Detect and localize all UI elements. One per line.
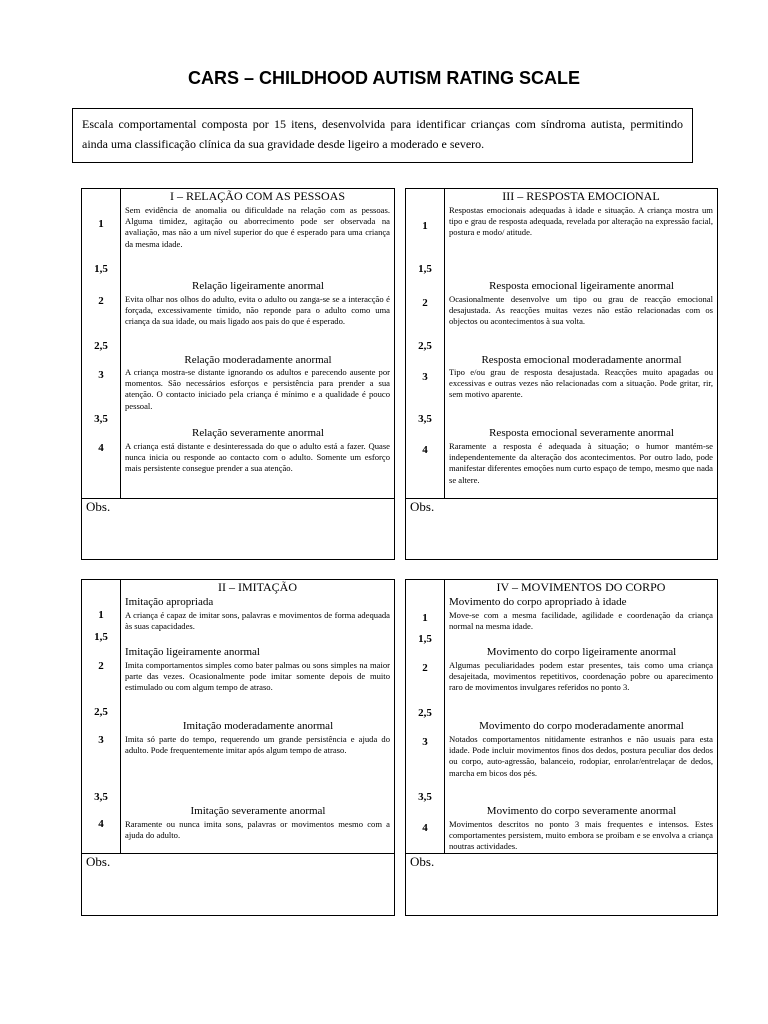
obs-label: Obs. [410, 499, 435, 514]
level-label: Imitação severamente anormal [190, 805, 326, 817]
score-2: 2 [422, 297, 428, 309]
obs-label: Obs. [410, 854, 435, 869]
page-title: CARS – CHILDHOOD AUTISM RATING SCALE [187, 68, 580, 88]
score-1: 1 [422, 612, 428, 624]
score-2: 2 [422, 662, 428, 674]
score-3: 3 [422, 736, 428, 748]
level-label: Relação moderadamente anormal [184, 354, 332, 366]
score-3-5: 3,5 [418, 413, 432, 425]
level-label: Imitação ligeiramente anormal [125, 646, 260, 658]
level-text: Imita comportamentos simples como bater palmas ou sons simples na maior parte das vezes. Ocasionalmente pode imitar somente depois de muito estimulado ou com algum tempo de atraso. [125, 660, 390, 693]
level-label: Imitação apropriada [125, 596, 214, 608]
intro-box: Escala comportamental composta por 15 itens, desenvolvida para identificar crianças com síndroma autista, permitindo ainda uma classificação clínica da sua gravidade desde ligeiro a moderado e severo. [72, 108, 693, 163]
level-label: Relação ligeiramente anormal [192, 280, 324, 292]
section-relacao [81, 188, 395, 560]
score-3-5: 3,5 [94, 413, 108, 425]
section-movimentos-corpo [405, 579, 718, 916]
score-1: 1 [98, 609, 104, 621]
level-label: Resposta emocional moderadamente anormal [481, 354, 682, 366]
level-label: Resposta emocional severamente anormal [489, 427, 674, 439]
score-1: 1 [98, 218, 104, 230]
obs-label: Obs. [86, 499, 111, 514]
section-heading: III – RESPOSTA EMOCIONAL [502, 189, 660, 203]
score-3-5: 3,5 [94, 791, 108, 803]
level-label: Resposta emocional ligeiramente anormal [489, 280, 674, 292]
score-4: 4 [98, 818, 104, 830]
score-3-5: 3,5 [418, 791, 432, 803]
level-text: Raramente a resposta é adequada à situação; o humor mantém-se independentemente da alteração dos acontecimentos. Por outro lado, pode manifestar diferentes emoções num curto espaço de tempo, mesmo que nada se altere. [449, 441, 713, 485]
score-2-5: 2,5 [94, 706, 108, 718]
score-1-5: 1,5 [94, 263, 108, 275]
score-1: 1 [422, 220, 428, 232]
score-2: 2 [98, 295, 104, 307]
score-1-5: 1,5 [418, 263, 432, 275]
obs-label: Obs. [86, 854, 111, 869]
level-text: Tipo e/ou grau de resposta desajustada. Reacções muito apagadas ou excessivas e outras vezes não relacionadas com a situação. Pode gritar, rir, sem motivo aparente. [449, 367, 713, 400]
level-text: Imita só parte do tempo, requerendo um grande persistência e ajuda do adulto. Pode frequentemente imitar após algum tempo de atraso. [125, 734, 390, 756]
level-text: Sem evidência de anomalia ou dificuldade na relação com as pessoas. Alguma timidez, agitação ou aborrecimento pode ser observada na avaliação, mas não a um nível superior do que é esperado para uma criança da mesma idade. [125, 205, 390, 249]
score-4: 4 [422, 444, 428, 456]
score-2-5: 2,5 [94, 340, 108, 352]
level-text: Move-se com a mesma facilidade, agilidade e coordenação da criança normal na mesma idade. [449, 610, 713, 632]
score-3: 3 [422, 371, 428, 383]
level-text: A criança está distante e desinteressada do que o adulto está a fazer. Quase nunca inicia ou responde ao contacto com o adulto. Somente um esforço mais persistente consegue prender a sua atenção. [125, 441, 390, 474]
level-label: Relação severamente anormal [192, 427, 324, 439]
score-3: 3 [98, 734, 104, 746]
level-label: Movimento do corpo moderadamente anormal [479, 720, 684, 732]
level-text: Algumas peculiaridades podem estar presentes, tais como uma criança desajeitada, movimentos repetitivos, coordenação pobre ou aparecimento raro de movimentos invulgares referidos no ponto 3. [449, 660, 713, 693]
score-1-5: 1,5 [418, 633, 432, 645]
level-text: Movimentos descritos no ponto 3 mais frequentes e intensos. Estes comportamentes persistem, muito embora se proibam e se envolva a criança noutras actividades. [449, 819, 713, 852]
level-text: Ocasionalmente desenvolve um tipo ou grau de reacção emocional desajustada. As reacções muitas vezes não estão relacionadas com os objectos ou acontecimentos à sua volta. [449, 294, 713, 327]
level-text: A criança mostra-se distante ignorando os adultos e parecendo ausente por momentos. São necessários esforços e persistência para prender a sua atenção. O contacto iniciado pela criança é mínimo e a qualidade é pouco pessoal. [125, 367, 390, 411]
score-4: 4 [422, 822, 428, 834]
score-2-5: 2,5 [418, 707, 432, 719]
level-label: Movimento do corpo ligeiramente anormal [486, 646, 677, 658]
score-1-5: 1,5 [94, 631, 108, 643]
score-3: 3 [98, 369, 104, 381]
section-heading: I – RELAÇÃO COM AS PESSOAS [169, 189, 346, 203]
score-2: 2 [98, 660, 104, 672]
section-resposta-emocional [405, 188, 718, 560]
score-4: 4 [98, 442, 104, 454]
level-label: Imitação moderadamente anormal [182, 720, 334, 732]
level-text: Evita olhar nos olhos do adulto, evita o adulto ou zanga-se se a interacção é forçada, excessivamente tímido, não reponde para o adulto como uma criança da sua idade, ou mais ligado aos pais do que é esperado. [125, 294, 390, 327]
level-label: Movimento do corpo severamente anormal [486, 805, 677, 817]
section-imitacao [81, 579, 395, 916]
level-text: Notados comportamentos nitidamente estranhos e não usuais para esta idade. Pode incluir movimentos finos dos dedos, postura peculiar dos dedos ou corpo, auto-agressão, balanceio, rodopiar, enrolar/entrelaçar de dedos, marcha em bicos dos pés. [449, 734, 713, 778]
score-2-5: 2,5 [418, 340, 432, 352]
level-text: Respostas emocionais adequadas à idade e situação. A criança mostra um tipo e grau de resposta adequada, revelada por alteração na expressão facial, postura e modo/ atitude. [449, 205, 713, 238]
level-text: A criança é capaz de imitar sons, palavras e movimentos de forma adequada às suas capacidades. [125, 610, 390, 632]
section-heading: II – IMITAÇÃO [217, 580, 298, 594]
level-text: Raramente ou nunca imita sons, palavras or movimentos mesmo com a ajuda do adulto. [125, 819, 390, 841]
level-label: Movimento do corpo apropriado à idade [449, 596, 627, 608]
section-heading: IV – MOVIMENTOS DO CORPO [496, 580, 666, 594]
